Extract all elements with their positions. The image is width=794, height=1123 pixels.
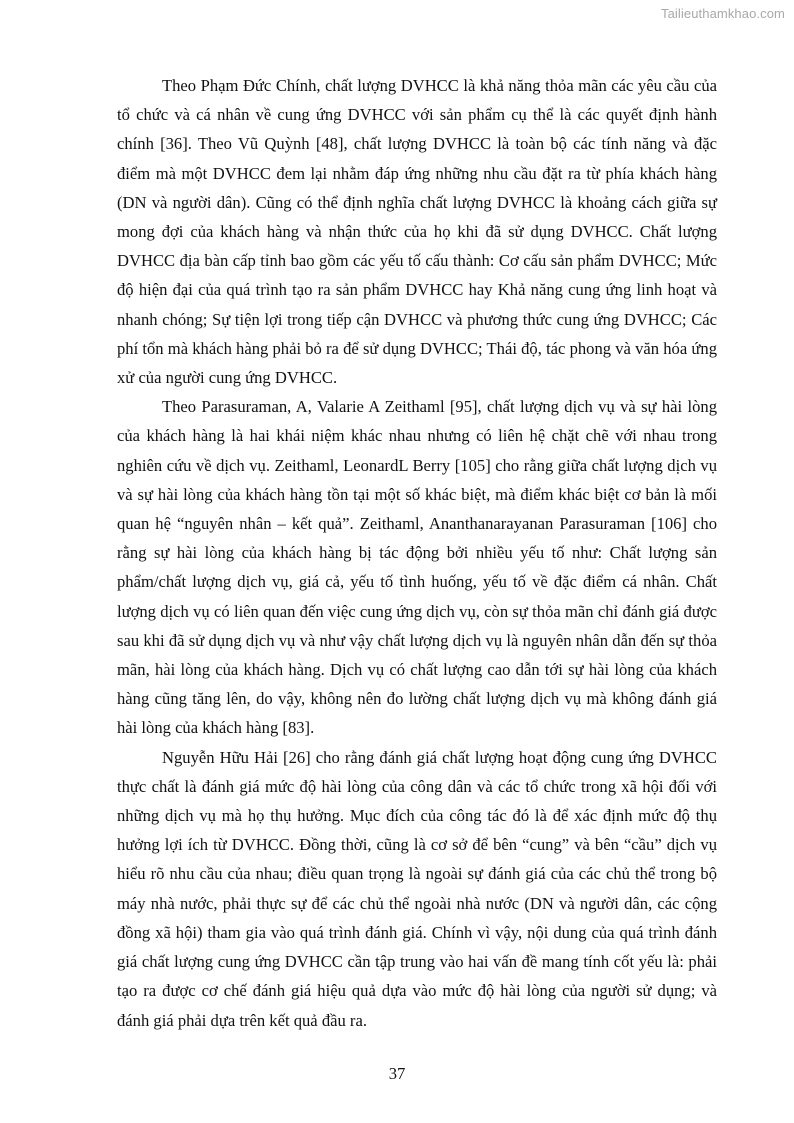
page-number: 37 [388,1064,406,1083]
watermark-text: Tailieuthamkhao.com [660,6,785,21]
document-body [117,71,717,1035]
paragraph-2: Theo Parasuraman, A, Valarie A Zeithaml [95], chất lượng dịch vụ và sự hài lòng của khách hàng là hai khái niệm khác nhau nhưng có liên hệ chặt chẽ với nhau trong nghiên cứu về dịch vụ. Zeithaml, LeonardL Berry [105] cho rằng giữa chất lượng dịch vụ và sự hài lòng của khách hàng tồn tại một số khác biệt, mà điểm khác biệt cơ bản là mối quan hệ “nguyên nhân – kết quả”. Zeithaml, Ananthanarayanan Parasuraman [106] cho rằng sự hài lòng của khách hàng bị tác động bởi nhiều yếu tố như: Chất lượng sản phẩm/chất lượng dịch vụ, giá cả, yếu tố tình huống, yếu tố về đặc điểm cá nhân. Chất lượng dịch vụ có liên quan đến việc cung ứng dịch vụ, còn sự thỏa mãn chỉ đánh giá được sau khi đã sử dụng dịch vụ và như vậy chất lượng dịch vụ là nguyên nhân dẫn đến sự thỏa mãn, hài lòng của khách hàng. Dịch vụ có chất lượng cao dẫn tới sự hài lòng của khách hàng cũng tăng lên, do vậy, không nên đo lường chất lượng dịch vụ mà không đánh giá hài lòng của khách hàng [83]. [117,397,717,738]
paragraph-1: Theo Phạm Đức Chính, chất lượng DVHCC là khả năng thỏa mãn các yêu cầu của tổ chức và cá nhân về cung ứng DVHCC với sản phẩm cụ thể là các quyết định hành chính [36]. Theo Vũ Quỳnh [48], chất lượng DVHCC là toàn bộ các tính năng và đặc điểm mà một DVHCC đem lại nhằm đáp ứng những nhu cầu đặt ra từ phía khách hàng (DN và người dân). Cũng có thể định nghĩa chất lượng DVHCC là khoảng cách giữa sự mong đợi của khách hàng và nhận thức của họ khi đã sử dụng DVHCC. Chất lượng DVHCC địa bàn cấp tỉnh bao gồm các yếu tố cấu thành: Cơ cấu sản phẩm DVHCC; Mức độ hiện đại của quá trình tạo ra sản phẩm DVHCC hay Khả năng cung ứng linh hoạt và nhanh chóng; Sự tiện lợi trong tiếp cận DVHCC và phương thức cung ứng DVHCC; Các phí tổn mà khách hàng phải bỏ ra để sử dụng DVHCC; Thái độ, tác phong và văn hóa ứng xử của người cung ứng DVHCC. [117,76,717,388]
paragraph-3: Nguyễn Hữu Hải [26] cho rằng đánh giá chất lượng hoạt động cung ứng DVHCC thực chất là đánh giá mức độ hài lòng của công dân và các tổ chức trong xã hội đối với những dịch vụ mà họ thụ hưởng. Mục đích của công tác đó là để xác định mức độ thụ hưởng lợi ích từ DVHCC. Đồng thời, cũng là cơ sở để bên “cung” và bên “cầu” dịch vụ hiểu rõ nhu cầu của nhau; điều quan trọng là ngoài sự đánh giá của các chủ thể trong bộ máy nhà nước, phải thực sự để các chủ thể ngoài nhà nước (DN và người dân, các cộng đồng xã hội) tham gia vào quá trình đánh giá. Chính vì vậy, nội dung của quá trình đánh giá chất lượng cung ứng DVHCC cần tập trung vào hai vấn đề mang tính cốt yếu là: phải tạo ra được cơ chế đánh giá hiệu quả dựa vào mức độ hài lòng của người sử dụng; và đánh giá phải dựa trên kết quả đầu ra. [117,747,717,1030]
